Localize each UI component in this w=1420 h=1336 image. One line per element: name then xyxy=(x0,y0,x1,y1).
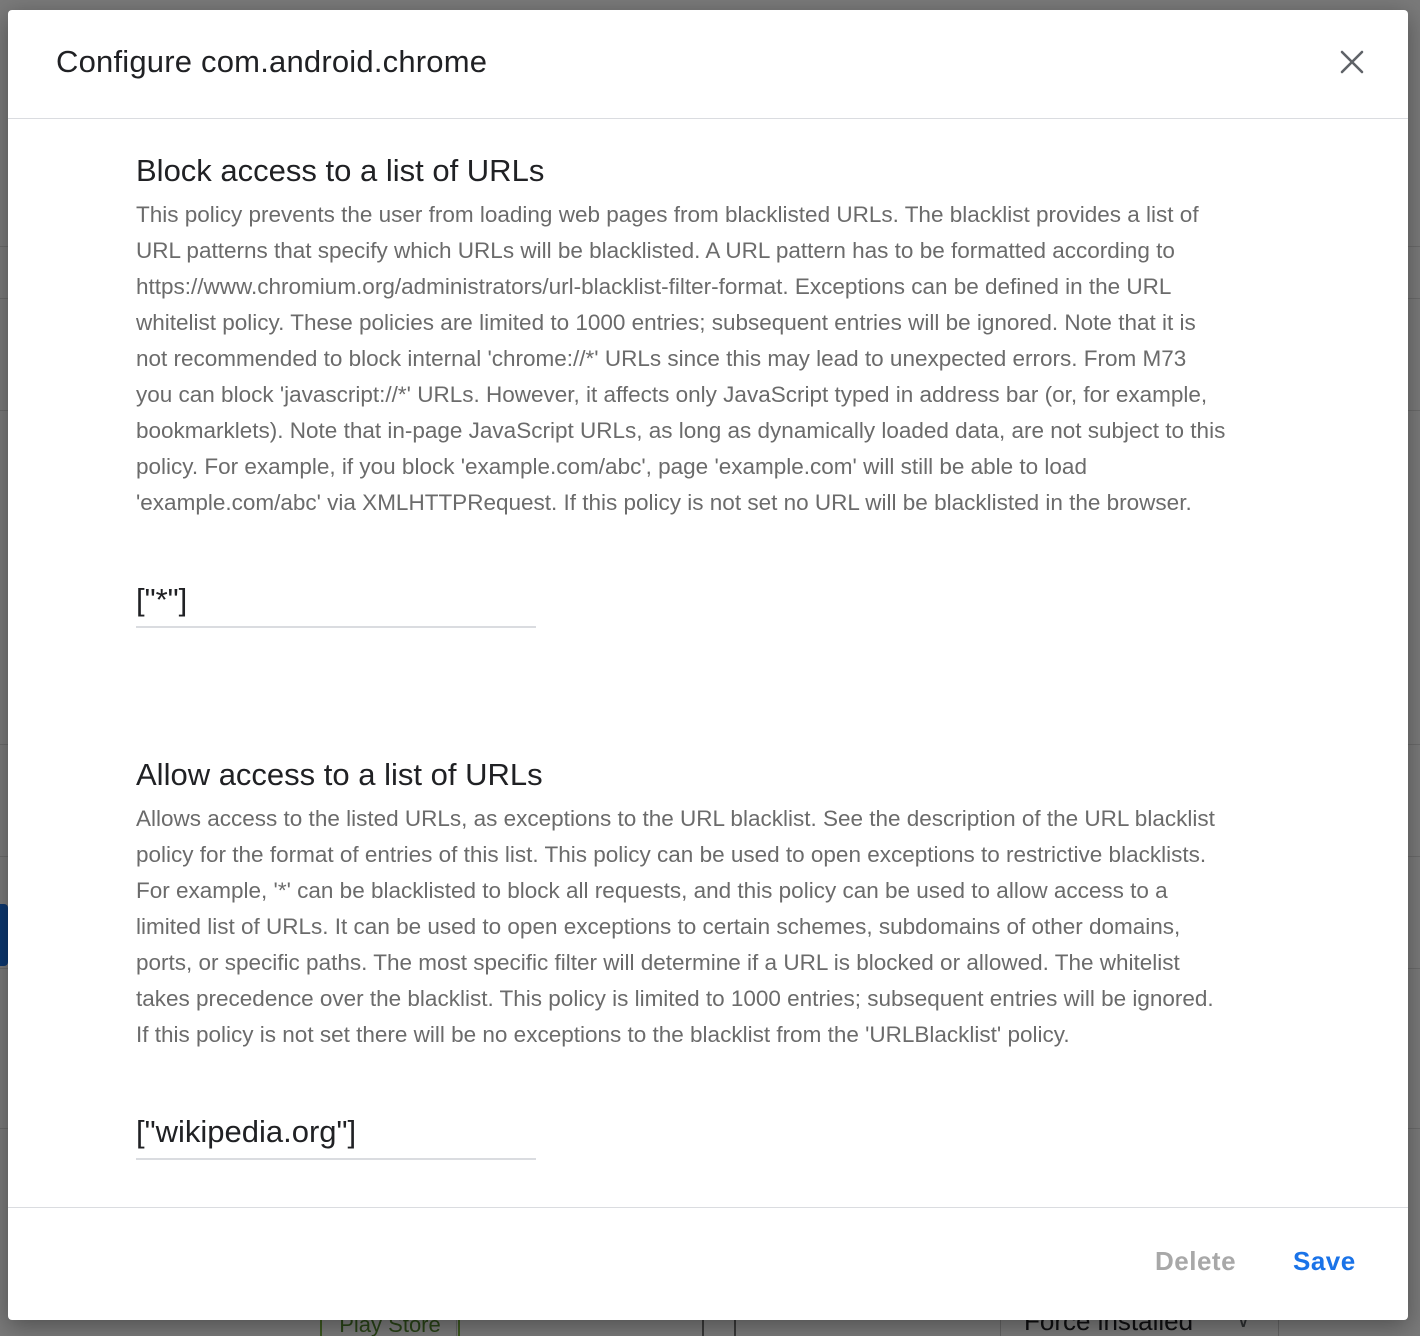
close-icon xyxy=(1334,44,1370,80)
policy-block-urls xyxy=(136,149,1226,521)
dialog-header xyxy=(8,10,1408,119)
dialog-title: Configure com.android.chrome xyxy=(56,44,488,79)
allow-urls-input[interactable] xyxy=(136,1106,536,1160)
policy-description: Allows access to the listed URLs, as exceptions to the URL blacklist. See the description of the URL blacklist policy for the format of entries of this list. This policy can be used to open exceptions to restrictive blacklists. For example, '*' can be blacklisted to block all requests, and this policy can be used to allow access to a limited list of URLs. It can be used to open exceptions to certain schemes, subdomains of other domains, ports, or specific paths. The most specific filter will determine if a URL is blocked or allowed. The whitelist takes precedence over the blacklist. This policy is limited to 1000 entries; subsequent entries will be ignored. If this policy is not set there will be no exceptions to the blacklist from the 'URLBlacklist' policy. xyxy=(136,806,1215,1047)
policy-title: Allow access to a list of URLs xyxy=(136,757,543,792)
policy-allow-urls xyxy=(136,753,1226,1053)
delete-button[interactable]: Delete xyxy=(1155,1246,1237,1276)
close-button[interactable] xyxy=(1334,44,1370,80)
block-urls-input[interactable] xyxy=(136,574,536,628)
policy-title: Block access to a list of URLs xyxy=(136,153,545,188)
configure-dialog xyxy=(8,10,1408,1320)
policy-description: This policy prevents the user from loading web pages from blacklisted URLs. The blacklist provides a list of URL patterns that specify which URLs will be blacklisted. A URL pattern has to be formatted according to https://www.chromium.org/administrators/url-blacklist-filter-format. Exceptions can be defined in the URL whitelist policy. These policies are limited to 1000 entries; subsequent entries will be ignored. Note that it is not recommended to block internal 'chrome://*' URLs since this may lead to unexpected errors. From M73 you can block 'javascript://*' URLs. However, it affects only JavaScript typed in address bar (or, for example, bookmarklets). Note that in-page JavaScript URLs, as long as dynamically loaded data, are not subject to this policy. For example, if you block 'example.com/abc', page 'example.com' will still be able to load 'example.com/abc' via XMLHTTPRequest. If this policy is not set no URL will be blacklisted in the browser. xyxy=(136,202,1226,515)
dialog-body xyxy=(8,119,1408,1207)
dialog-footer xyxy=(8,1207,1408,1320)
save-button[interactable]: Save xyxy=(1293,1246,1356,1276)
